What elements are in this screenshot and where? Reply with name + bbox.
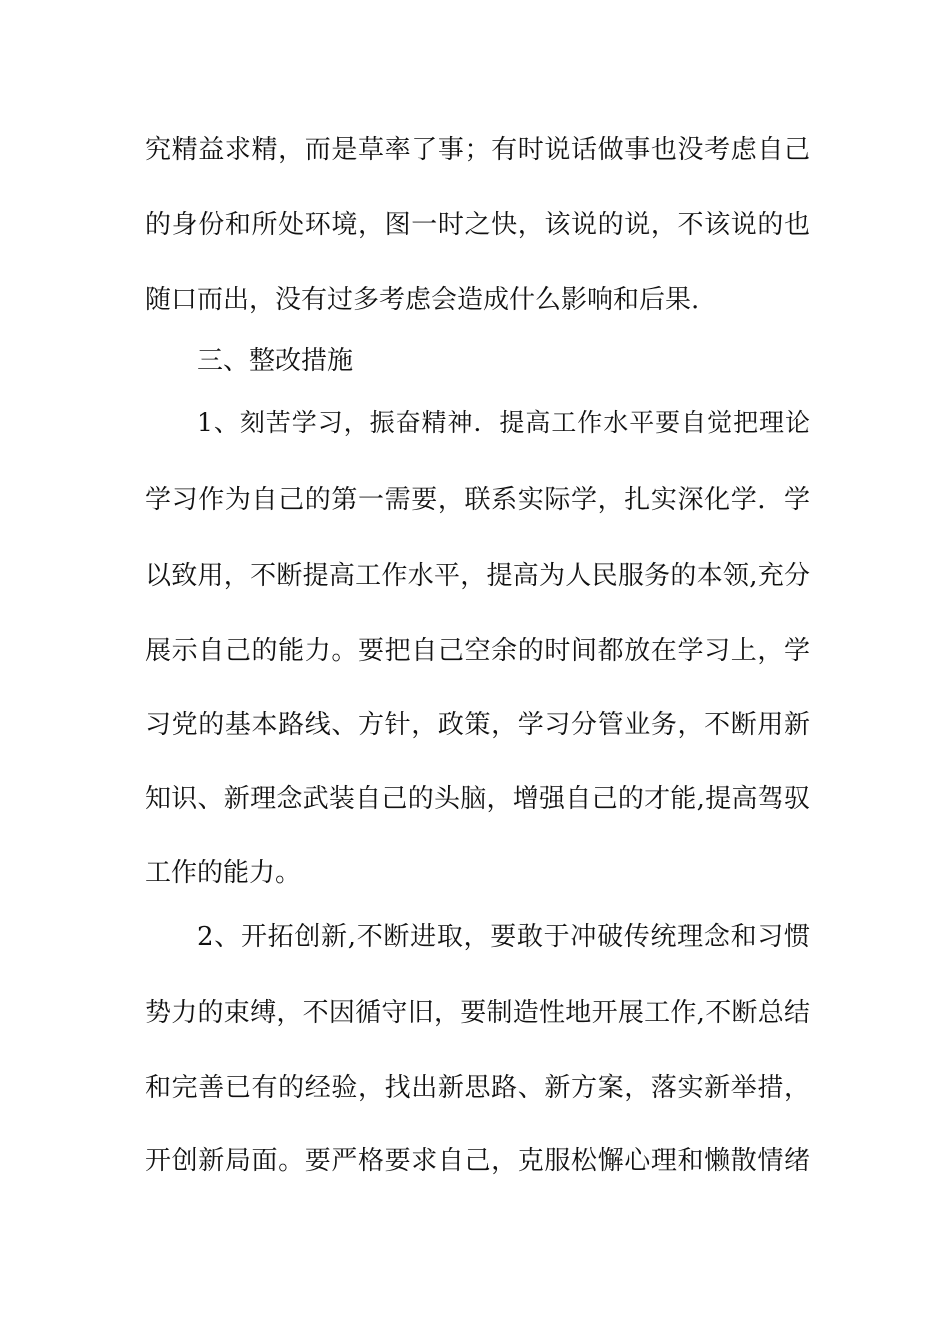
paragraph-line: 究精益求精，而是草率了事；有时说话做事也没考虑自己: [145, 135, 810, 165]
paragraph-line: 展示自己的能力。要把自己空余的时间都放在学习上，学: [145, 636, 810, 666]
paragraph-line: 知识、新理念武装自己的头脑，增强自己的才能,提高驾驭: [145, 784, 810, 814]
paragraph-line: 开创新局面。要严格要求自己，克服松懈心理和懒散情绪: [145, 1146, 810, 1176]
paragraph-line: 学习作为自己的第一需要，联系实际学，扎实深化学．学: [145, 485, 810, 515]
paragraph-line: 1、刻苦学习，振奋精神．提高工作水平要自觉把理论: [197, 408, 810, 437]
paragraph-line: 势力的束缚，不因循守旧，要制造性地开展工作,不断总结: [145, 998, 810, 1028]
paragraph-line: 和完善已有的经验，找出新思路、新方案，落实新举措，: [145, 1073, 810, 1103]
paragraph-line: 工作的能力。: [145, 858, 302, 888]
section-heading: 三、整改措施: [197, 346, 354, 376]
paragraph-line: 以致用，不断提高工作水平，提高为人民服务的本领,充分: [145, 561, 810, 591]
paragraph-line: 随口而出，没有过多考虑会造成什么影响和后果.: [145, 285, 700, 315]
paragraph-line: 的身份和所处环境，图一时之快，该说的说，不该说的也: [145, 210, 810, 240]
paragraph-line: 习党的基本路线、方针，政策，学习分管业务，不断用新: [145, 710, 810, 740]
paragraph-line: 2、开拓创新,不断进取，要敢于冲破传统理念和习惯: [197, 922, 810, 952]
